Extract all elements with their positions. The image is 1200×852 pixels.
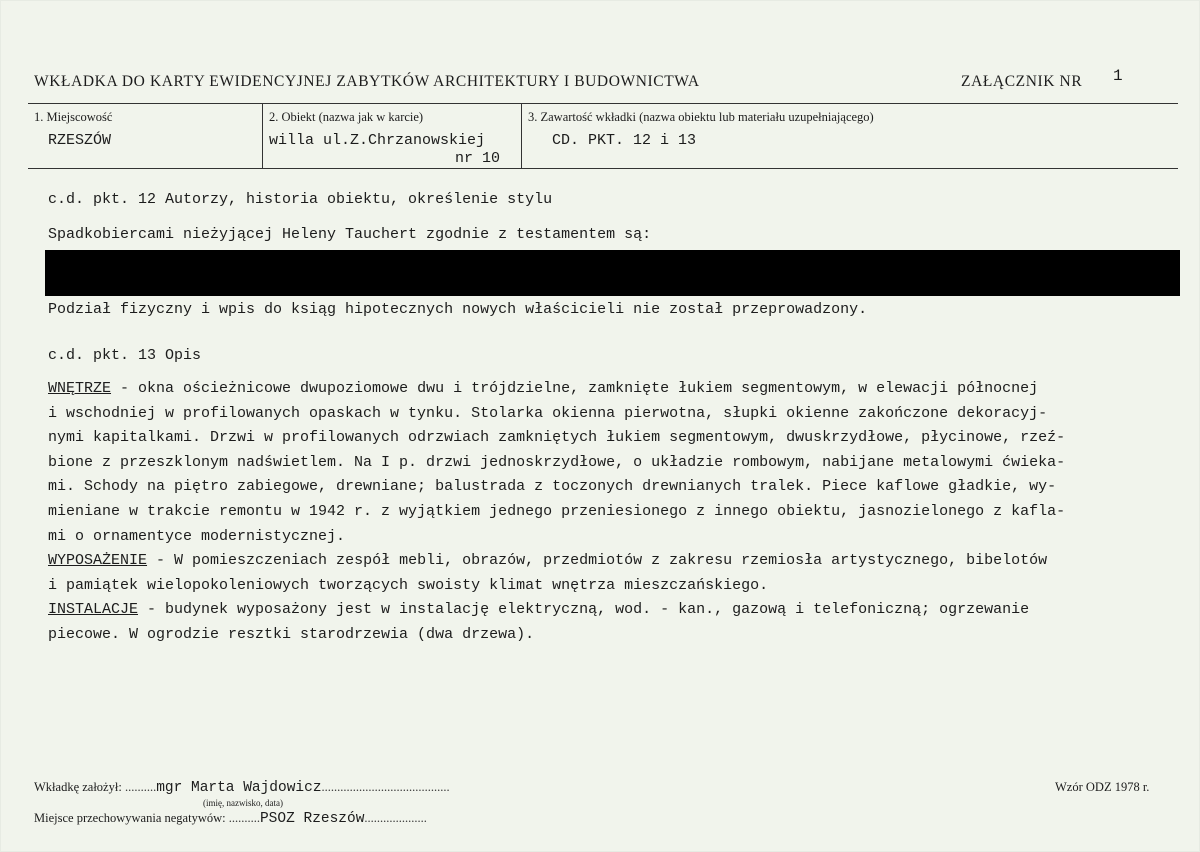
redaction-bar bbox=[45, 250, 1180, 296]
description-text bbox=[48, 377, 1178, 648]
section-13-heading: c.d. pkt. 13 Opis bbox=[48, 347, 202, 364]
annex-number: 1 bbox=[1113, 67, 1123, 85]
storage-value: PSOZ Rzeszów bbox=[259, 811, 365, 827]
equipment-line: WYPOSAŻENIE - W pomieszczeniach zespół mebli, obrazów, przedmiotów z zakresu rzemiosła artystycznego, bibelotów bbox=[48, 552, 1048, 570]
installations-heading: INSTALACJE bbox=[48, 601, 139, 619]
equipment-line: i pamiątek wielopokoleniowych tworzących swoisty klimat wnętrza mieszczańskiego. bbox=[48, 576, 769, 594]
field-object-label: 2. Obiekt (nazwa jak w karcie) bbox=[269, 110, 424, 124]
interior-line: mi o ornamentyce modernistycznej. bbox=[48, 527, 346, 545]
annex-label: ZAŁĄCZNIK NR bbox=[961, 73, 1083, 90]
storage-label: Miejsce przechowywania negatywów: bbox=[34, 811, 226, 825]
form-template: Wzór ODZ 1978 r. bbox=[1055, 780, 1150, 794]
storage-row: Miejsce przechowywania negatywów: ..........PSOZ Rzeszów.................... bbox=[34, 811, 427, 827]
field-object bbox=[262, 104, 522, 168]
interior-line: bione z przeszklonym nadświetlem. Na I p. drzwi jednoskrzydłowe, o układzie rombowym, nabijane metalowymi ćwieka- bbox=[48, 453, 1066, 471]
interior-heading: WNĘTRZE bbox=[48, 380, 112, 397]
header-fields-table bbox=[28, 103, 1178, 169]
installations-line: INSTALACJE - budynek wyposażony jest w instalację elektryczną, wod. - kan., gazową i telefoniczną; ogrzewanie bbox=[48, 601, 1030, 619]
equipment-heading: WYPOSAŻENIE bbox=[48, 552, 148, 570]
field-locality bbox=[28, 104, 262, 168]
field-contents-value: CD. PKT. 12 i 13 bbox=[552, 132, 697, 149]
author-label: Wkładkę założył: bbox=[34, 780, 122, 794]
field-locality-label: 1. Miejscowość bbox=[34, 110, 113, 124]
interior-line: i wschodniej w profilowanych opaskach w tynku. Stolarka okienna pierwotna, słupki okienne zakończone dekoracyj- bbox=[48, 404, 1048, 422]
installations-line: piecowe. W ogrodzie resztki starodrzewia (dwa drzewa). bbox=[48, 625, 535, 643]
interior-line: nymi kapitalkami. Drzwi w profilowanych odrzwiach zamkniętych łukiem segmentowym, dwuskrzydłowe, płycinowe, rzeź- bbox=[48, 429, 1066, 447]
heirs-intro: Spadkobiercami nieżyjącej Heleny Tauchert zgodnie z testamentem są: bbox=[48, 226, 652, 243]
field-contents-label: 3. Zawartość wkładki (nazwa obiektu lub materiału uzupełniającego) bbox=[528, 110, 874, 124]
interior-line: mieniane w trakcie remontu w 1942 r. z wyjątkiem jednego przeniesionego z innego obiektu, jasnozielonego z kafla- bbox=[48, 502, 1066, 520]
author-sublabel: (imię, nazwisko, data) bbox=[203, 798, 283, 808]
section-12-heading: c.d. pkt. 12 Autorzy, historia obiektu, określenie stylu bbox=[48, 191, 553, 208]
division-note: Podział fizyczny i wpis do ksiąg hipotecznych nowych właścicieli nie został przeprowadzony. bbox=[48, 301, 868, 318]
interior-line: mi. Schody na piętro zabiegowe, drewniane; balustrada z toczonych drewnianych tralek. Piece kaflowe gładkie, wy- bbox=[48, 478, 1057, 496]
card-title: WKŁADKA DO KARTY EWIDENCYJNEJ ZABYTKÓW ARCHITEKTURY I BUDOWNICTWA bbox=[34, 73, 700, 90]
field-locality-value: RZESZÓW bbox=[48, 132, 112, 149]
interior-line: WNĘTRZE - okna ościeżnicowe dwupoziomowe dwu i trójdzielne, zamknięte łukiem segmentowym, w elewacji północnej bbox=[48, 380, 1039, 397]
field-contents bbox=[521, 104, 1179, 168]
author-value: mgr Marta Wajdowicz bbox=[156, 780, 322, 796]
field-object-value-line2: nr 10 bbox=[454, 150, 500, 167]
field-object-value-line1: willa ul.Z.Chrzanowskiej bbox=[269, 132, 486, 149]
author-row: Wkładkę założył: ..........mgr Marta Wajdowicz......................................... bbox=[34, 780, 450, 796]
